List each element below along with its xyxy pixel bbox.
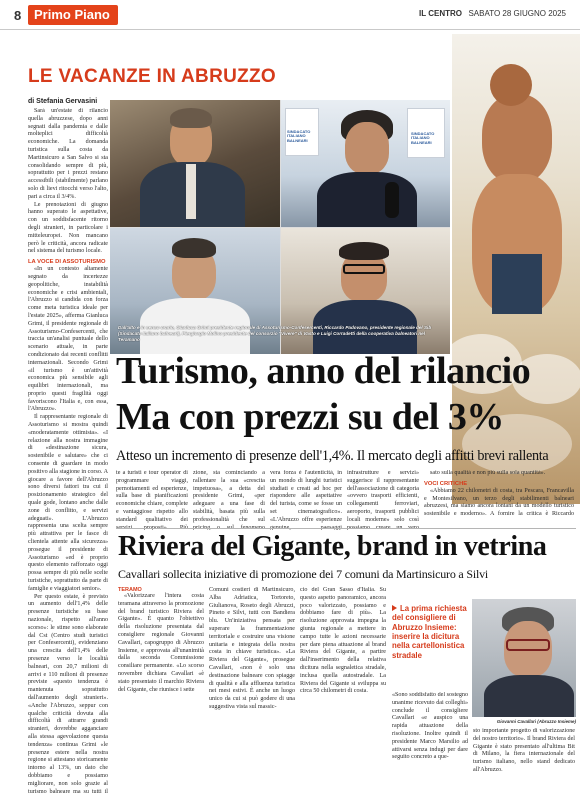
article2-column-4: «Sono soddisfatto del sostegno unanime ricevuto dai colleghi» conclude il consigliere Cavallari «e auspico una rapida attuazione della risoluzione. Inoltre quindi il presidente Marco Marsilio ad attivarsi senza indugi per dare seguito concreto a que- [392,692,468,761]
article1-column-2: te a turisti e tour operator di programmare viaggi, pernottamenti ed esperienze, sulla base di pianificazioni economiche chiare, complete e vantaggiose rispetto allo standard qualitativo dei [116,470,188,523]
article1-column-6 [424,470,574,530]
pull-quote-text: La prima richiesta del consigliere di Abruzzo Insieme: inserire la dicitura nella cartellonistica stradale [392,604,467,660]
article2-headline: Riviera del Gigante, brand in vetrina [118,531,547,562]
section-tab: Primo Piano [28,5,118,25]
page-number: 8 [14,8,22,23]
subheading: LA VOCE DI ASSOTURISMO [28,259,106,266]
portrait-giovanni-cavallari [472,599,576,717]
photo-caption: Dall'alto e in senso orario, Gianluca Grimi presidente regionale di Assoturismo-Confesercenti, Riccardo Padovano, presidente regionale del Sib (Sindacato Italiano balneari), Piergiorgio Molino presidente del consorzio "Vivere" di Vasto e Luigi Corradetti della cooperativa balneatori nel Teramano [118,325,432,342]
article1-column-3: zione, sta cominciando a rallentare la sua «crescita impetuosa», a detta del presidente Grimi, «per adeguare a una fase di stabilità, basata più sulla professionalità che sul [193,470,265,523]
sib-banner-text: SINDACATO ITALIANO BALNEARI [287,129,311,143]
pull-quote [392,604,467,660]
newspaper-name: IL CENTRO [419,9,462,18]
article1-column-4: vera forza è l'autenticità, in un mondo di lunghi turistici studiati e creati ad hoc per rispondere alle aspettative del turista, come se fosse un set cinematografico». «L'Abruzzo offre esperienze [270,470,342,523]
paragraph: «In un contesto altamente segnato da incertezze geopolitiche, instabilità economiche e crisi ambientali, l'Abruzzo si candida con forza come meta turistica ideale per l'estate 2025», afferma Gianluca Grimi, il presidente regionale di Assoturismo-Confesercenti, che traccia un'analisi puntuale dello scenario attuale, in parte condizionato dai recenti conflitti internazionali. Secondo Grimi «il turismo è un'attività economica più sensibile agli equilibri internazionali, ma proprio questi fragilità oggi favoriscono l'Italia e, con essa, l'Abruzzo». [28,266,108,413]
article1-column-1 [28,108,108,796]
paragraph: Le prenotazioni di giugno hanno superato le aspettative, con un soddisfacente ritorno degli stranieri, in particolare i mitteleuropei. Non mancano però le criticità, ancora radicate nel sistema del turismo locale. [28,201,108,255]
headline-line-1: Turismo, anno del rilancio [116,350,531,392]
article-byline: di Stefania Gervasini [28,98,98,105]
page-header [0,0,580,30]
sib-banner-text: SINDACATO ITALIANO BALNEARI [411,131,435,145]
location-tag: TERAMO [118,587,142,593]
paragraph: sato sulla qualità e non più sulla sola quantità». [430,470,546,476]
article2-column-2: Comuni costieri di Martinsicuro, Alba Adriatica, Tortoreto, Giulianova, Roseto degli Abruzzi, Pineto e Silvi, tutti con Bandiera blu. Un'iniziativa pensata per superare la frammentazione territoriale e costruire una visione unitaria e integrata della nostra costa in chiave turistica». «La Riviera del Gigante», prosegue Cavallari, «non è solo una destinazione balneare con spiagge di qualità e alla affluenza turistica nei mesi estivi. È anche un luogo unico da cui si può godere di una suggestiva vista sul massic- [209,587,295,710]
divider [116,528,576,529]
portrait-caption: Giovanni Cavallari (Abruzzo Insieme) [496,719,576,724]
headline-line-2: Ma con prezzi su del 3% [116,396,504,438]
paragraph: «Valorizzare l'intera costa teramana attraverso la promozione del brand turistico Riviera del Gigante». È quanto l'obiettivo della risoluzione presentata dal consigliere regionale Giovanni Cavallari, capogruppo di Abruzzo Insieme, e approvata all'unanimità dalla seconda Commissione consiliare permanente. «Lo scorso novembre dichiara Cavallari «è stato presentato il marchio Riviera del Gigante, che riunisce i sette [118,593,204,693]
paragraph: «Abbiamo 22 chilometri di costa, tra Pescara, Francavilla e Montesilvano, un terzo degli stabilimenti balneari abruzzesi, ma siamo ancora lontani da un modello turistico sostenibile e moderno». A fornire la critica è Riccardo [424,487,574,518]
paragraph: Il rappresentante regionale di Assoturismo si mostra quindi «moderatamente ottimista». «I relazione alla nostra immagine di «destinazione sicura, sostenibile e salutare» che ci consente di guardare in modo positivo alla stagione in corso. A giocare a favore dell'Abruzzo sono diversi fattori tra cui il posizionamento strategico del quale gode, lontano anche dalle zone di conflitto, e servizi adeguati». L'Abruzzo rappresenta una scelta sempre più attrattiva per le fasce di clientela attente alla sicurezza» prosegue il presidente di Assoturismo «ed è proprio questo elemento rafforzato oggi possa sempre di più nelle scelte turistiche, soprattutto da parte di famiglie e viaggiatori senior». [28,414,108,592]
article2-column-1 [118,587,204,795]
article2-column-3: cio del Gran Sasso d'Italia. Su questo aspetto panoramico, ancora poco valorizzato, possiamo e dobbiamo fare di più». La risoluzione approvata impegna la giunta regionale a mettere in campo tutte le azioni necessarie per dare piena attuazione al brand Riviera del Gigante, a partire dall'inserimento della relativa dicitura nella segnaletica stradale, inclusa quella autostradale. La Riviera del Gigante si sviluppa su circa 50 chilometri di costa. [300,587,386,695]
article1-column-5: infrastrutture e servizi» suggerisce il rappresentante dell'associazione di categoria «ovvero trasporti efficienti, collegamenti ferroviari, aeroporto, trasporti pubblici locali moderne» solo così [347,470,419,523]
photo-gianluca-grimi [110,100,280,227]
issue-date: SABATO 28 GIUGNO 2025 [468,9,566,18]
quote-marker-icon [392,605,397,611]
article2-deck: Cavallari sollecita iniziative di promozione dei 7 comuni da Martinsicuro a Silvi [118,567,489,581]
photo-riccardo-padovano [281,100,450,227]
paragraph: Per questo estate, è previsto un aumento dell'1,4% delle presenze turistiche su base nazionale, rispetto all'anno scorso»: le stime sono elaborate dal Cst (Centro studi turistici per Confesercenti), evidenziano una crescita dell'1,4% delle presenze verso le località balneari, con 20,7 milioni di arrivi e 110 milioni di presenze previste «questo tendenza è mantenuta soprattutto dall'aumento degli stranieri». «Anche l'Abruzzo, seppur con qualche criticità dovuta alla difficoltà di attrarre grandi stranieri, dovrebbe agganciare alla stessa agevolazione questa tendenza» continua Grimi «le presenze estere nella nostra regione si attestano storicamente intorno al 13%, un dato che dobbiamo e possiamo migliorare, non solo grazie al turismo balneare ma su tutti il [28,593,108,795]
subheading: VOCI CRITICHE [424,480,468,487]
article2-column-5: sto importante progetto di valorizzazione del nostro territorio». Il brand Riviera del Gigante è stato presentato all'ultima Bit di Milano, la fiera internazionale del turismo italiano, nello stand dedicato all'Abruzzo. [473,728,575,773]
article-kicker: LE VACANZE IN ABRUZZO [28,66,277,87]
article-deck: Atteso un incremento di presenze dell'1,4%. Il mercato degli affitti brevi rallenta [116,448,549,464]
paragraph: Sarà un'estate di rilancio quella abruzzese, dopo anni segnati dalla pandemia e dalle molteplici difficoltà economiche. La domanda turistica sulla costa da Martinsicuro a San Salvo si sta consolidando sempre di più, soprattutto per i prezzi restano accessibili (stabilmente) parlano solo di lievi ritocchi verso l'alto, pari a circa il 3/4%. [28,108,108,200]
photo-grid [110,100,450,354]
